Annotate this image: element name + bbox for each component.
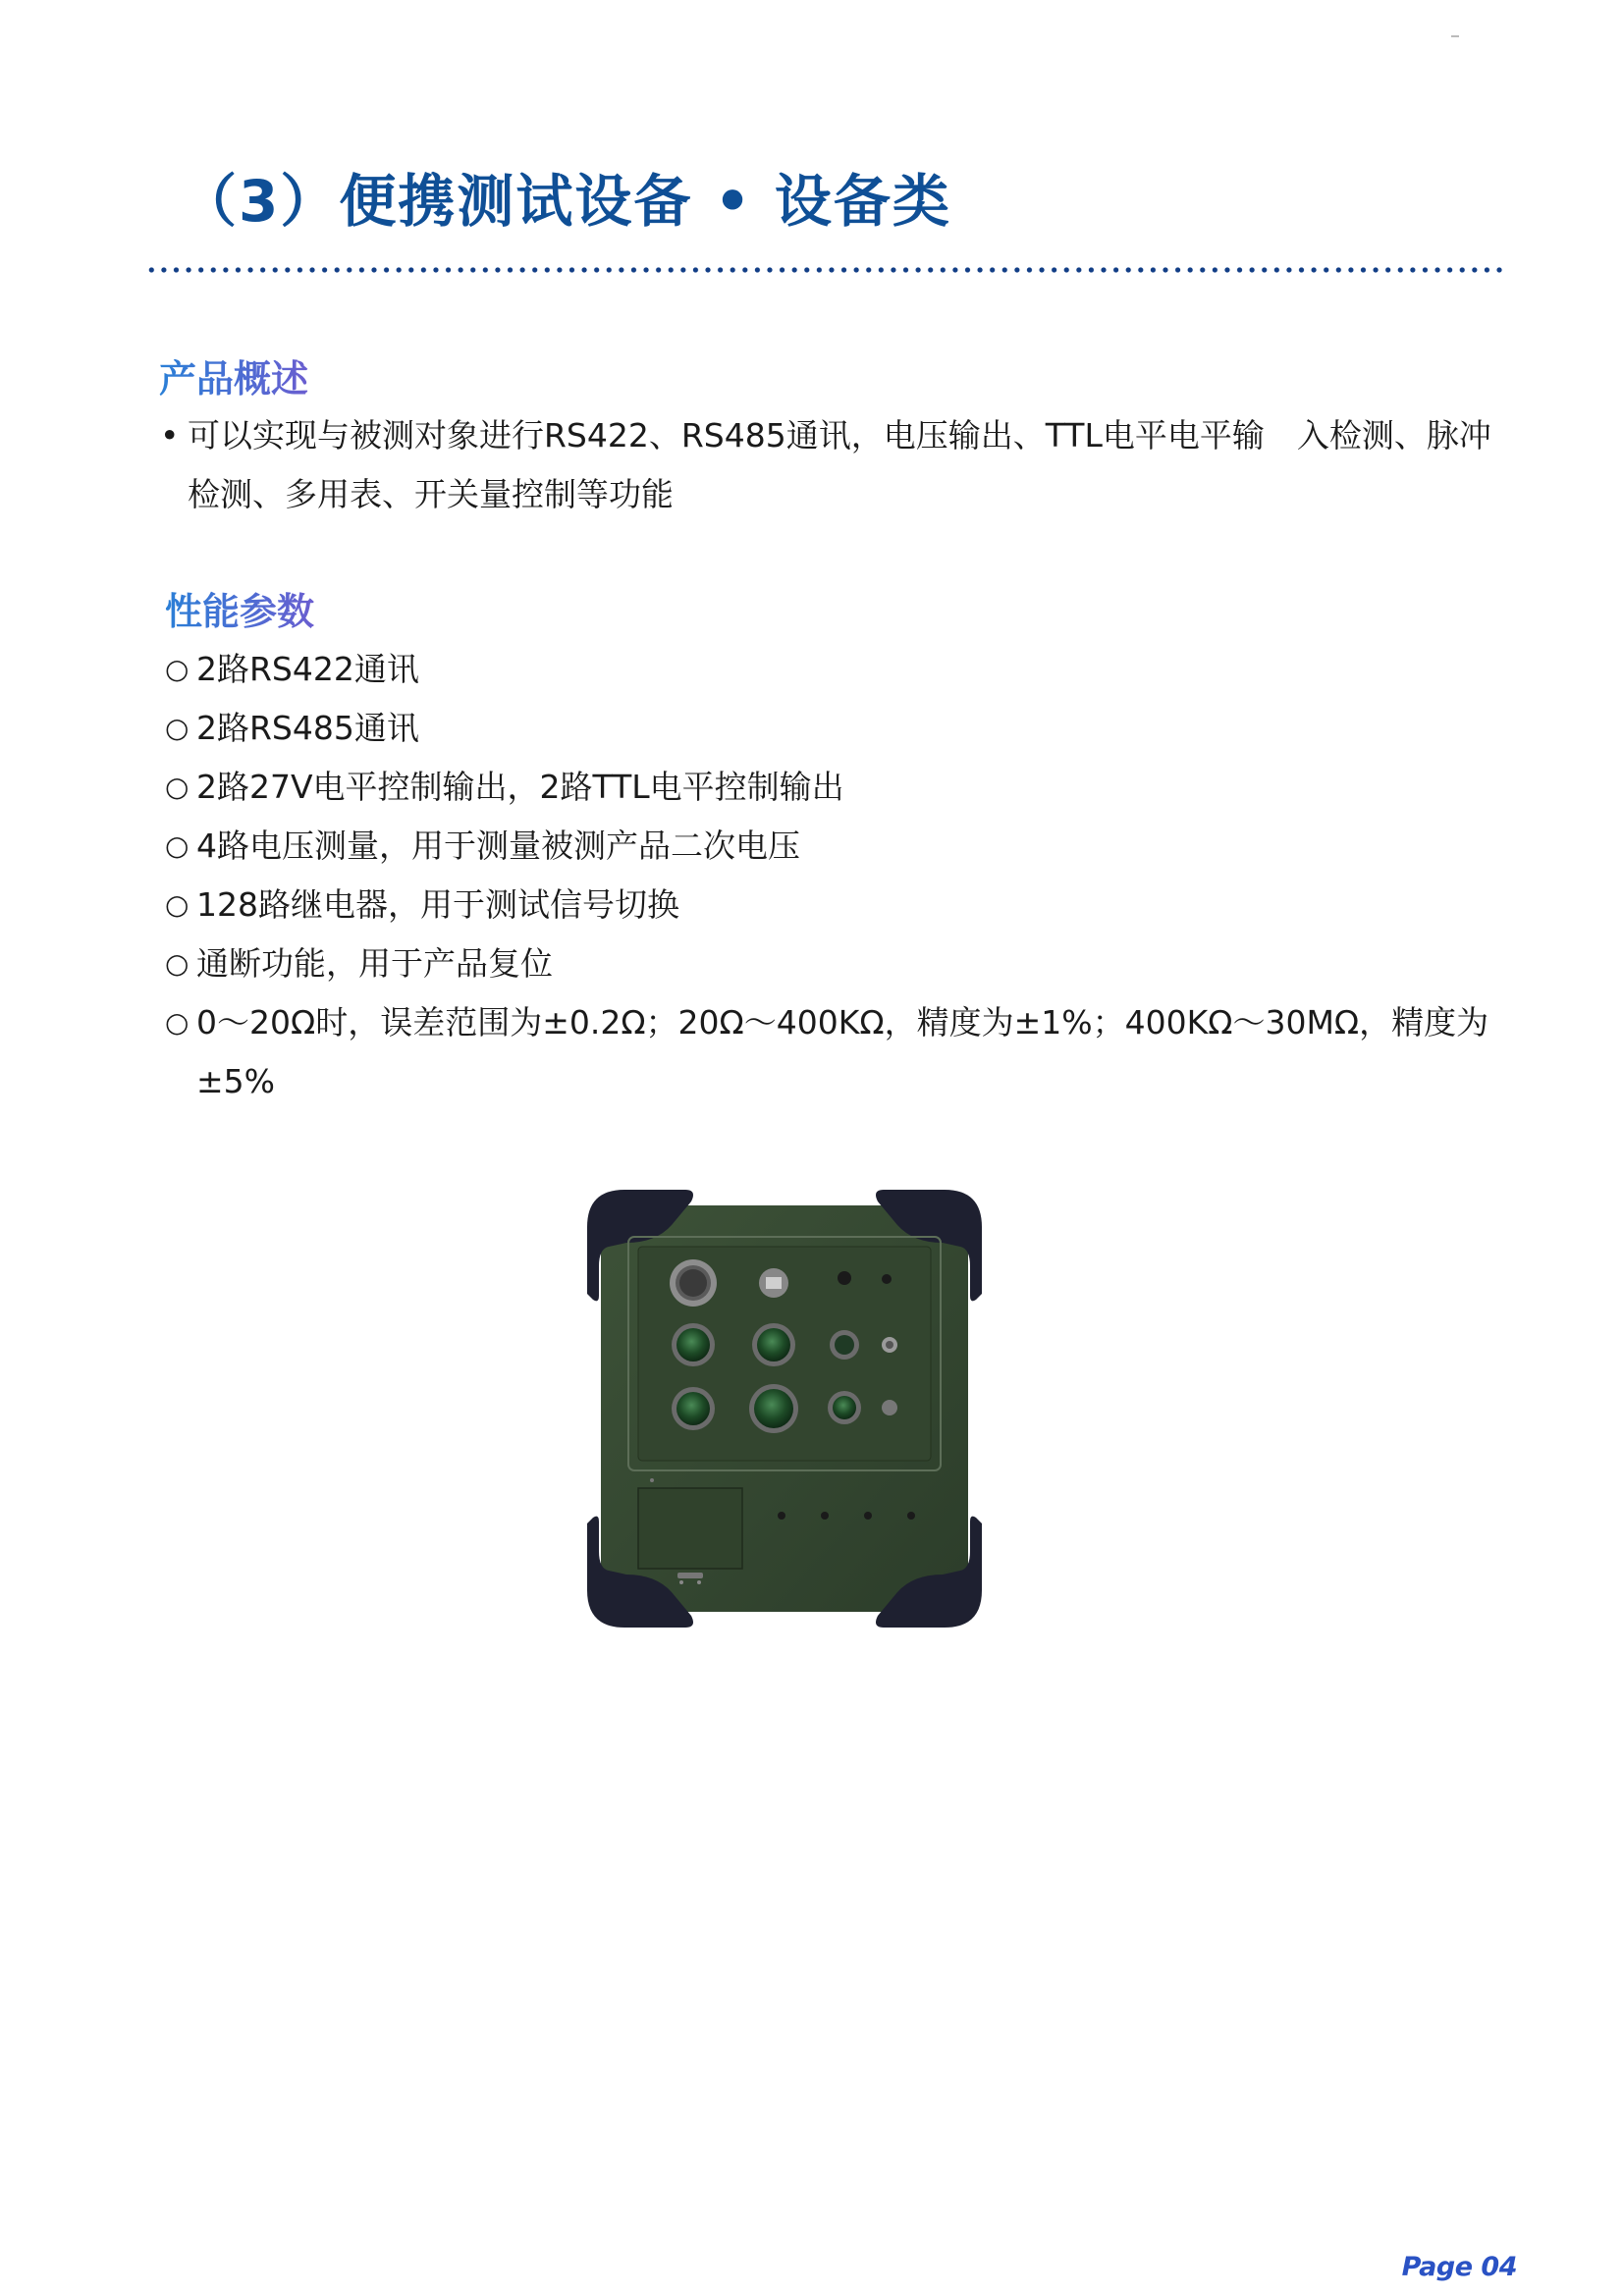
- circle-bullet-icon: ○: [165, 771, 189, 803]
- overview-text: 可以实现与被测对象进行RS422、RS485通讯，电压输出、TTL电平电平输 入检测、脉冲检测、多用表、开关量控制等功能: [188, 416, 1491, 513]
- circle-bullet-icon: ○: [165, 888, 189, 921]
- list-item-text: 2路27V电平控制输出，2路TTL电平控制输出: [196, 768, 844, 806]
- page-title: （3）便携测试设备 • 设备类: [180, 168, 951, 235]
- list-item: [165, 758, 1510, 817]
- dotted-divider: [145, 267, 1508, 273]
- circle-bullet-icon: ○: [165, 1006, 189, 1039]
- circle-bullet-icon: ○: [165, 947, 189, 980]
- overview-heading: 产品概述: [159, 348, 308, 402]
- bullet-icon: •: [160, 416, 180, 454]
- list-item: [165, 817, 1510, 876]
- overview-item: [160, 406, 1515, 524]
- params-list: [165, 640, 1510, 1111]
- list-item-text: 通断功能，用于产品复位: [196, 944, 553, 983]
- page-number: Page 04: [1401, 2252, 1517, 2282]
- params-heading: 性能参数: [165, 581, 314, 635]
- product-photo: [587, 1188, 982, 1629]
- list-item: [165, 699, 1510, 758]
- list-item-text: 4路电压测量，用于测量被测产品二次电压: [196, 827, 800, 865]
- circle-bullet-icon: ○: [165, 829, 189, 862]
- corner-mark: [1451, 35, 1459, 37]
- list-item-text: 2路RS485通讯: [196, 709, 419, 747]
- list-item: [165, 993, 1510, 1111]
- list-item: [165, 876, 1510, 934]
- list-item-text: 2路RS422通讯: [196, 650, 419, 688]
- circle-bullet-icon: ○: [165, 653, 189, 685]
- list-item: [165, 640, 1510, 699]
- list-item-text: 0～20Ω时，误差范围为±0.2Ω；20Ω～400KΩ，精度为±1%；400KΩ～30MΩ，精度为±5%: [196, 1003, 1489, 1100]
- circle-bullet-icon: ○: [165, 712, 189, 744]
- list-item: [165, 934, 1510, 993]
- list-item-text: 128路继电器，用于测试信号切换: [196, 885, 679, 924]
